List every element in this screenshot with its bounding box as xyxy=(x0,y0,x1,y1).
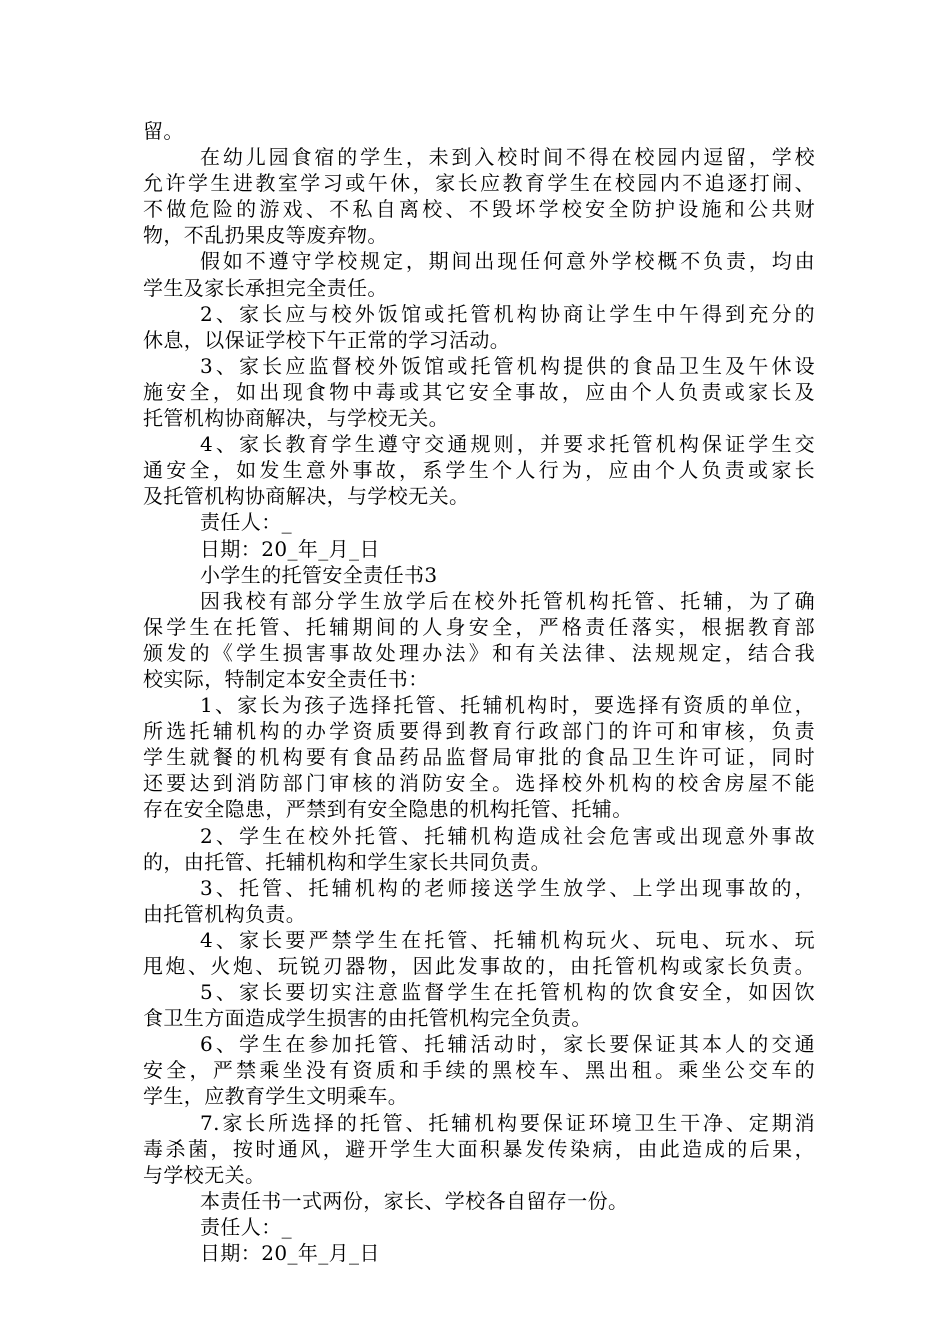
text-line: 施安全，如出现食物中毒或其它安全事故，应由个人负责或家长及 xyxy=(143,379,815,404)
text-line: 7.家长所选择的托管、托辅机构要保证环境卫生干净、定期消 xyxy=(200,1110,815,1135)
text-line: 日期：20_年_月_日 xyxy=(200,536,380,561)
text-line: 2、学生在校外托管、托辅机构造成社会危害或出现意外事故 xyxy=(200,823,815,848)
text-line: 责任人：_ xyxy=(200,1214,292,1239)
text-line: 3、家长应监督校外饭馆或托管机构提供的食品卫生及午休设 xyxy=(200,353,815,378)
text-line: 存在安全隐患，严禁到有安全隐患的机构托管、托辅。 xyxy=(143,797,633,822)
text-line: 2、家长应与校外饭馆或托管机构协商让学生中午得到充分的 xyxy=(200,301,815,326)
text-line: 学生及家长承担完全责任。 xyxy=(143,275,388,300)
text-line: 留。 xyxy=(143,119,184,143)
text-line: 毒杀菌，按时通风，避开学生大面积暴发传染病，由此造成的后果， xyxy=(143,1136,815,1161)
text-line: 休息，以保证学校下午正常的学习活动。 xyxy=(143,327,511,352)
text-line: 颁发的《学生损害事故处理办法》和有关法律、法规规定，结合我 xyxy=(143,640,815,665)
text-line: 由托管机构负责。 xyxy=(143,901,307,926)
text-line: 允许学生进教室学习或午休，家长应教育学生在校园内不追逐打闹、 xyxy=(143,171,815,196)
text-line: 学生，应教育学生文明乘车。 xyxy=(143,1084,409,1109)
text-line: 因我校有部分学生放学后在校外托管机构托管、托辅，为了确 xyxy=(200,588,815,613)
text-line: 不做危险的游戏、不私自离校、不毁坏学校安全防护设施和公共财 xyxy=(143,197,815,222)
text-line: 托管机构协商解决，与学校无关。 xyxy=(143,406,449,431)
text-line: 本责任书一式两份，家长、学校各自留存一份。 xyxy=(200,1188,629,1213)
text-line: 责任人：_ xyxy=(200,510,292,535)
text-line: 假如不遵守学校规定，期间出现任何意外学校概不负责，均由 xyxy=(200,249,815,274)
text-line: 学生就餐的机构要有食品药品监督局审批的食品卫生许可证，同时 xyxy=(143,745,815,770)
text-line: 日期：20_年_月_日 xyxy=(200,1241,380,1266)
text-line: 在幼儿园食宿的学生，未到入校时间不得在校园内逗留，学校 xyxy=(200,145,815,170)
text-line: 还要达到消防部门审核的消防安全。选择校外机构的校舍房屋不能 xyxy=(143,771,815,796)
document-body xyxy=(143,118,815,1266)
text-line: 4、家长要严禁学生在托管、托辅机构玩火、玩电、玩水、玩 xyxy=(200,927,815,952)
text-line: 及托管机构协商解决，与学校无关。 xyxy=(143,484,470,509)
text-line: 通安全，如发生意外事故，系学生个人行为，应由个人负责或家长 xyxy=(143,458,815,483)
text-line: 校实际，特制定本安全责任书： xyxy=(143,666,429,691)
text-line: 4、家长教育学生遵守交通规则，并要求托管机构保证学生交 xyxy=(200,432,815,457)
text-line: 安全，严禁乘坐没有资质和手续的黑校车、黑出租。乘坐公交车的 xyxy=(143,1058,815,1083)
text-line: 物，不乱扔果皮等废弃物。 xyxy=(143,223,388,248)
text-line: 所选托辅机构的办学资质要得到教育行政部门的许可和审核，负责 xyxy=(143,719,815,744)
text-line: 食卫生方面造成学生损害的由托管机构完全负责。 xyxy=(143,1006,592,1031)
text-line: 保学生在托管、托辅期间的人身安全，严格责任落实，根据教育部 xyxy=(143,614,815,639)
text-line: 小学生的托管安全责任书3 xyxy=(200,562,438,587)
text-line: 1、家长为孩子选择托管、托辅机构时，要选择有资质的单位， xyxy=(200,693,815,718)
text-line: 与学校无关。 xyxy=(143,1162,266,1187)
text-line: 的，由托管、托辅机构和学生家长共同负责。 xyxy=(143,849,551,874)
text-line: 甩炮、火炮、玩锐刃器物，因此发事故的，由托管机构或家长负责。 xyxy=(143,954,815,978)
text-line: 3、托管、托辅机构的老师接送学生放学、上学出现事故的， xyxy=(200,875,815,900)
text-line: 5、家长要切实注意监督学生在托管机构的饮食安全，如因饮 xyxy=(200,980,815,1005)
text-line: 6、学生在参加托管、托辅活动时，家长要保证其本人的交通 xyxy=(200,1032,815,1057)
